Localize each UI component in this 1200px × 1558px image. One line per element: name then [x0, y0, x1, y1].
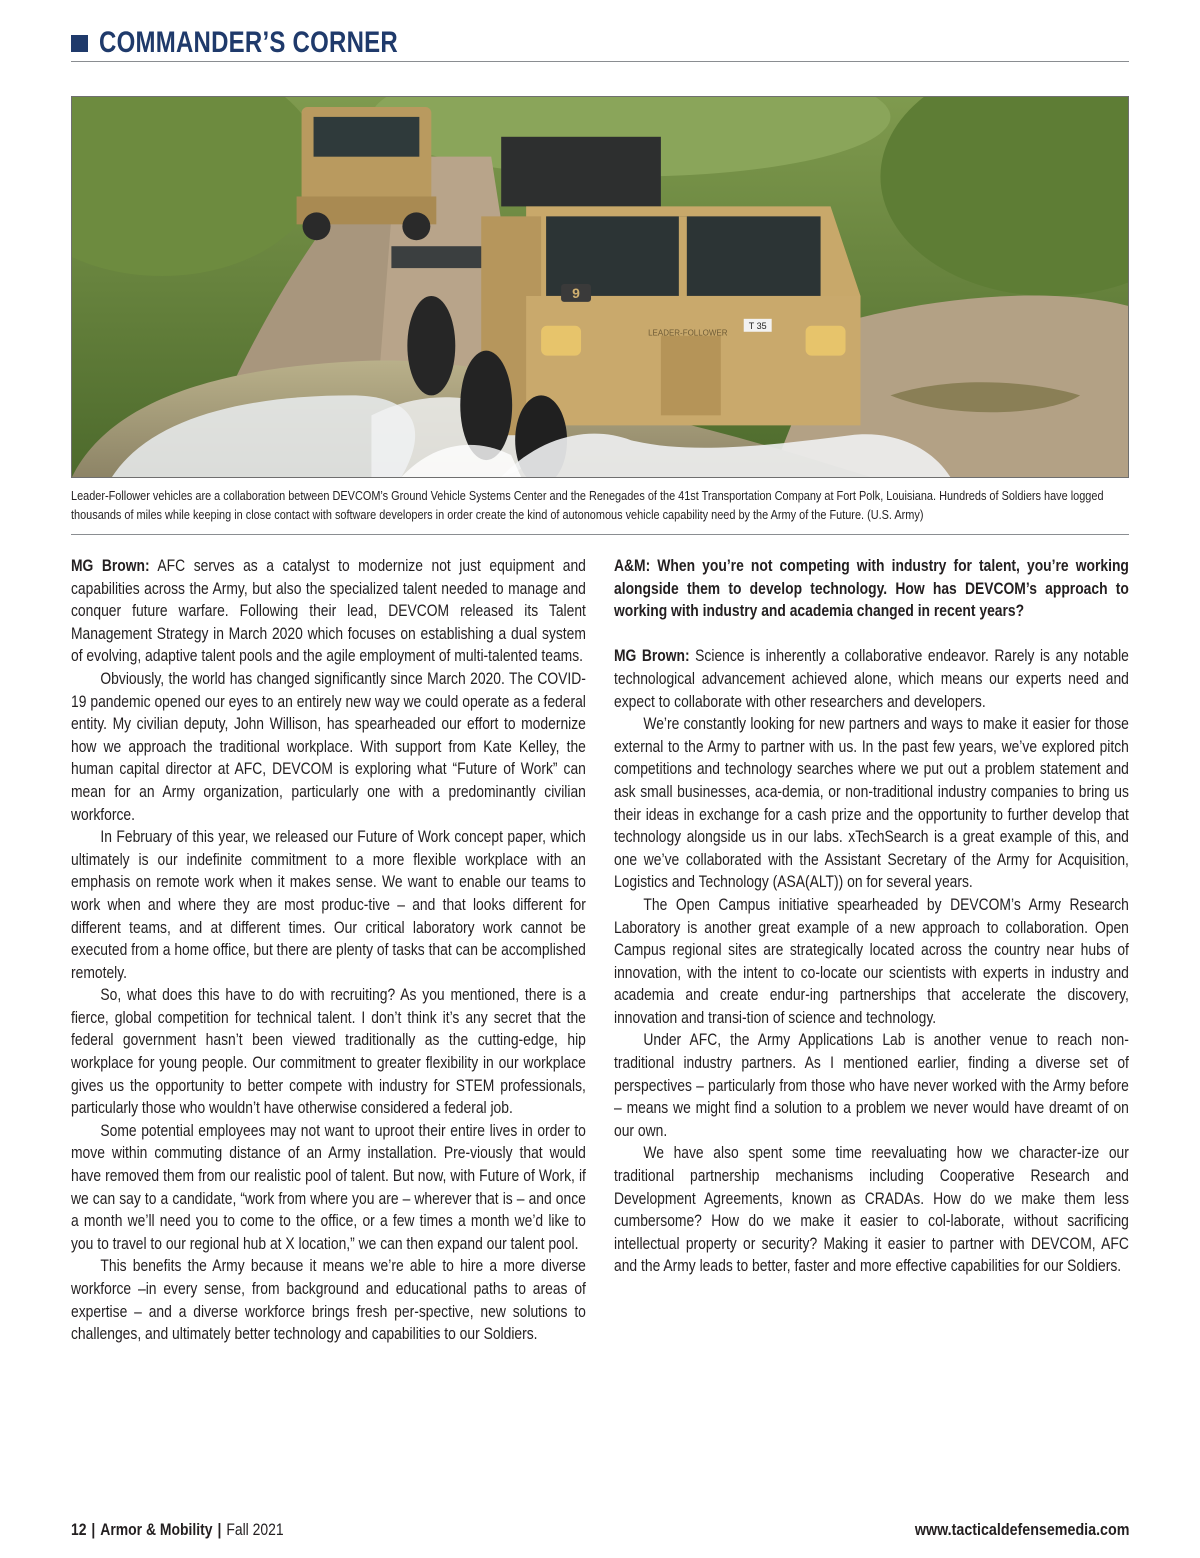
- body-paragraph: Some potential employees may not want to uproot their entire lives in order to move within commuting distance of an Army installation. Pre-viously that would have removed them from our realistic pool of talent. But now, with Future of Work, if we can say to a candidate, “work from where you are – wherever that is – and once a month we’ll need you to come to the office, or a few times a month we’d like to you to travel to our regional hub at X location,” we can then expand our talent pool.: [71, 1120, 586, 1253]
- section-title: COMMANDER’S CORNER: [99, 26, 398, 59]
- body-paragraph: This benefits the Army because it means we’re able to hire a more diverse workforce –in every sense, from background and educational paths to areas of expertise – and a diverse workforce brings fresh per-spective, new solutions to challenges, and ultimately better technology and capabilities to our Soldiers.: [71, 1256, 586, 1344]
- body-paragraph: We have also spent some time reevaluating how we character-ize our traditional partnership mechanisms including Cooperative Research and Development Agreements, known as CRADAs. How do we make them less cumbersome? How do we make it easier to col-laborate, without sacrificing intellectual property or security? Making it easier to partner with DEVCOM, AFC and the Army leads to better, faster and more effective capabilities for our Soldiers.: [614, 1143, 1129, 1276]
- body-paragraph: We’re constantly looking for new partners and ways to make it easier for those external to the Army to partner with us. In the past few years, we’ve explored pitch competitions and technology searches where we put out a problem statement and ask small businesses, aca-demia, or non-traditional industry companies to bring us their ideas in exchange for a cash prize and the opportunity to further develop that technology alongside us in our labs. xTechSearch is a great example of this, and one we’ve collaborated with the Assistant Secretary of the Army for Acquisition, Logistics and Technology (ASA(ALT)) on for several years.: [614, 714, 1129, 892]
- website-link[interactable]: www.tacticaldefensemedia.com: [914, 1520, 1129, 1539]
- left-column: [71, 555, 586, 1500]
- body-paragraph: So, what does this have to do with recruiting? As you mentioned, there is a fierce, global competition for technical talent. I don’t think it’s any secret that the federal government hasn’t been viewed traditionally as the cutting-edge, hip workplace for young people. Our commitment to greater flexibility in our workplace gives us the opportunity to better compete with industry for STEM professionals, particularly those who wouldn’t have otherwise considered a federal job.: [71, 985, 586, 1118]
- body-paragraph: Under AFC, the Army Applications Lab is another venue to reach non-traditional industry partners. As I mentioned earlier, finding a diverse set of perspectives – particularly from those who have never worked with the Army before – means we might find a solution to a problem we never would have dreamt of on our own.: [614, 1030, 1129, 1140]
- body-paragraph: The Open Campus initiative spearheaded by DEVCOM’s Army Research Laboratory is another great example of a new approach to collaboration. Open Campus regional sites are strategically located across the country near hubs of innovation, with the intent to co-locate our scientists with experts in industry and academia and create endur-ing partnerships that accelerate the discovery, innovation and transi-tion of science and technology.: [614, 894, 1129, 1027]
- interview-question: A&M: When you’re not competing with industry for talent, you’re working alongside them to develop technology. How has DEVCOM’s approach to working with industry and academia changed in recent years?: [614, 556, 1129, 621]
- photo-caption: [71, 487, 1129, 535]
- answer-text: AFC serves as a catalyst to modernize not just equipment and capabilities across the Army, but also the specialized talent needed to manage and conquer future warfare. Following their lead, DEVCOM released its Talent Management Strategy in March 2020 which focuses on establishing a dual system of evolving, adaptive talent pools and the agile employment of multi-talented teams.: [71, 556, 586, 666]
- section-header: [71, 26, 1129, 62]
- publication-name: Armor & Mobility: [100, 1520, 213, 1539]
- right-column: [614, 555, 1129, 1500]
- vehicle-photo-illustration: [72, 97, 1128, 477]
- vehicle-label: LEADER-FOLLOWER: [648, 328, 728, 338]
- footer-separator: |: [91, 1520, 96, 1539]
- answer-paragraph: [614, 645, 1129, 713]
- body-paragraph: Obviously, the world has changed significantly since March 2020. The COVID-19 pandemic opened our eyes to an entirely new way we could operate as a federal entity. My civilian deputy, John Willison, has spearheaded our effort to modernize how we approach the traditional workplace. With support from Kate Kelley, the human capital director at AFC, DEVCOM is exploring what “Future of Work” can mean for an Army organization, particularly one with a predominantly civilian workforce.: [71, 668, 586, 824]
- speaker-label: MG Brown:: [71, 556, 150, 575]
- vehicle-number: 9: [572, 284, 580, 301]
- page-number: 12: [71, 1520, 87, 1539]
- answer-paragraph: [71, 555, 586, 668]
- speaker-label: MG Brown:: [614, 646, 690, 666]
- caption-text: Leader-Follower vehicles are a collaboration between DEVCOM’s Ground Vehicle Systems Center and the Renegades of the 41st Transportation Company at Fort Polk, Louisiana. Hundreds of Soldiers have logged thousands of miles while keeping in close contact with software developers in order create the kind of autonomous vehicle capability need by the Army of the Future. (U.S. Army): [71, 488, 1104, 522]
- footer-separator: |: [217, 1520, 222, 1539]
- body-paragraph: In February of this year, we released our Future of Work concept paper, which ultimately is our indefinite commitment to a more flexible workplace with an emphasis on remote work when it makes sense. We want to enable our teams to work when and where they are most produc-tive – and that looks different for different teams, and at different times. Our critical laboratory work cannot be executed from a home office, but there are plenty of tasks that can be accomplished remotely.: [71, 827, 586, 982]
- answer-text: Science is inherently a collaborative endeavor. Rarely is any notable technological advancement achieved alone, which means our experts need and expect to collaborate with other researchers and developers.: [614, 646, 1129, 711]
- feature-photo: [71, 96, 1129, 478]
- issue-date: Fall 2021: [226, 1520, 284, 1539]
- header-square-icon: [71, 35, 88, 52]
- vehicle-plate: T 35: [748, 320, 767, 331]
- page-footer-info: [71, 1520, 284, 1540]
